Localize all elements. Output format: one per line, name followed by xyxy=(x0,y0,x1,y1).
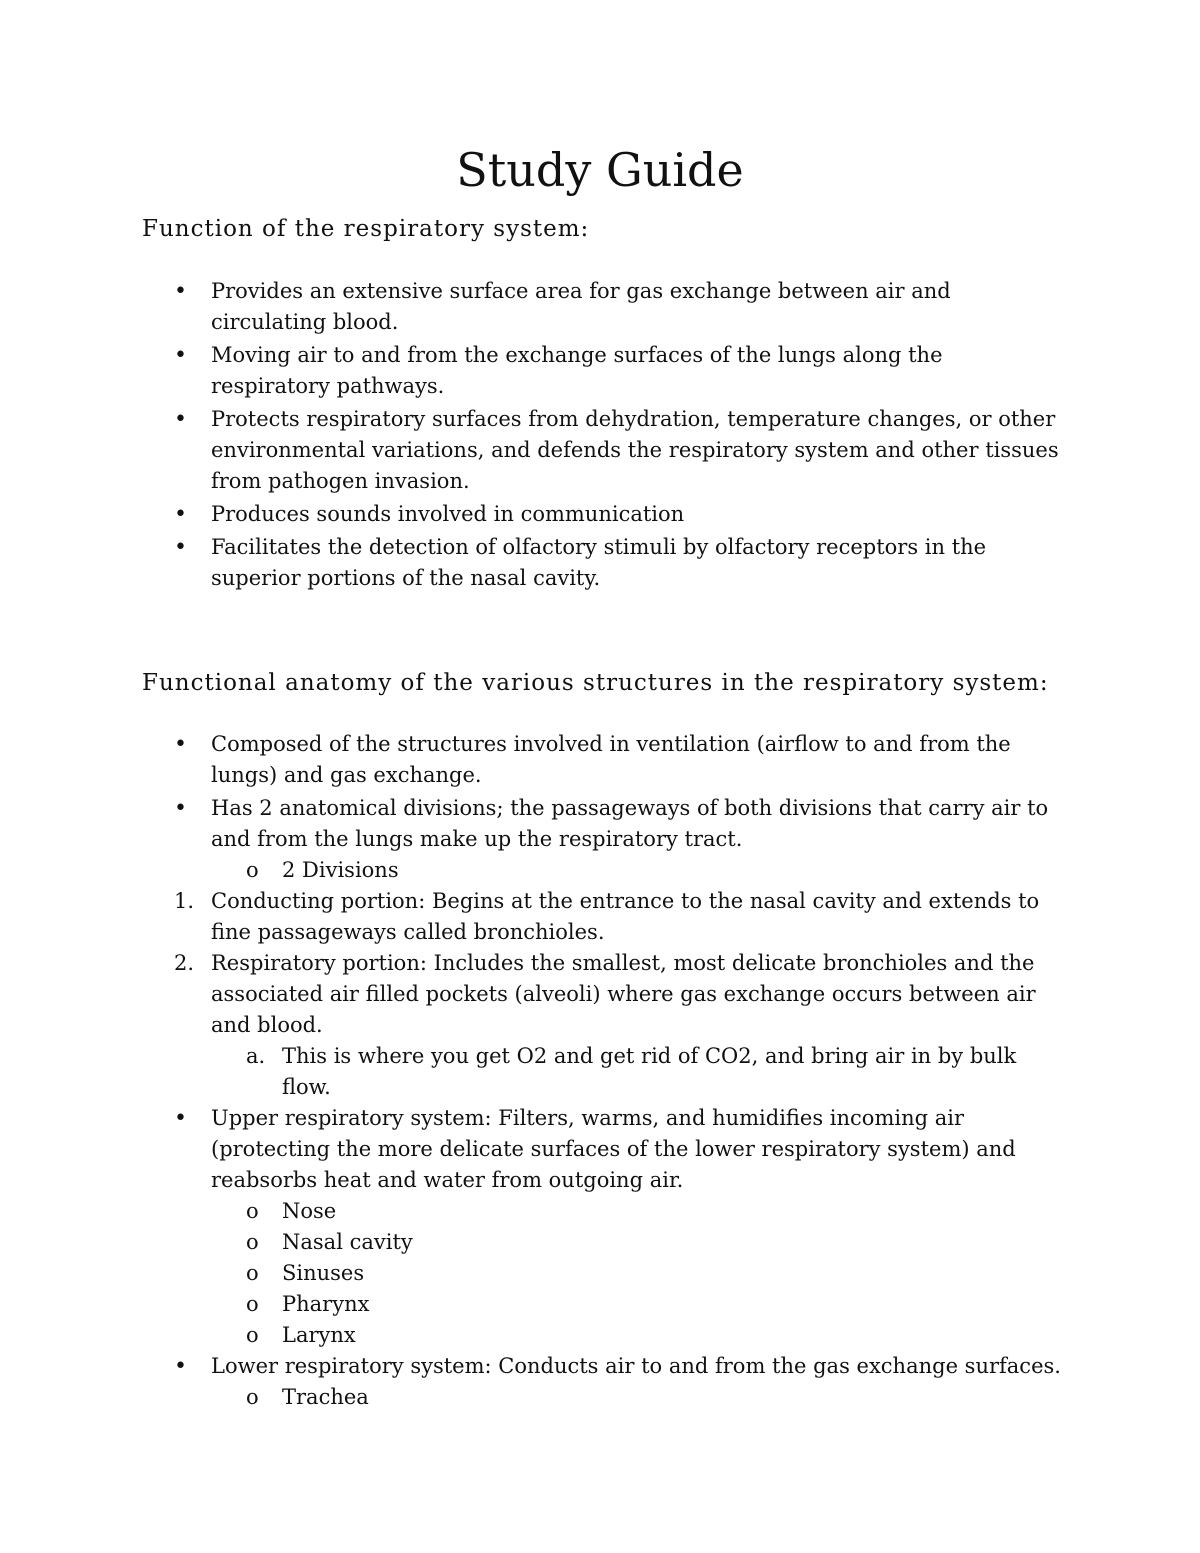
circle-bullet-icon: o xyxy=(246,1292,259,1316)
list-item-text: Respiratory portion: Includes the smallest, most delicate bronchioles and the associated air filled pockets (alveoli) where gas exchange occurs between air and blood. xyxy=(211,951,1036,1037)
list-letter: a. xyxy=(246,1044,266,1068)
list-item-text: Nasal cavity xyxy=(282,1230,413,1254)
list-item-text: Conducting portion: Begins at the entrance to the nasal cavity and extends to fine passageways called bronchioles. xyxy=(211,889,1040,944)
list-item xyxy=(0,404,1061,497)
list-item-text: Larynx xyxy=(282,1323,356,1347)
anatomy-list xyxy=(0,729,1200,1413)
section-heading-anatomy: Functional anatomy of the various structures in the respiratory system: xyxy=(142,670,1049,696)
section-heading-function: Function of the respiratory system: xyxy=(142,216,590,242)
bullet-icon: • xyxy=(174,279,187,304)
list-item-text: Moving air to and from the exchange surfaces of the lungs along the respiratory pathways. xyxy=(211,343,943,398)
sub-list-item xyxy=(0,1382,1062,1413)
bullet-icon: • xyxy=(174,407,187,432)
list-item-text: Lower respiratory system: Conducts air to and from the gas exchange surfaces. xyxy=(211,1354,1061,1378)
list-item-text: Composed of the structures involved in ventilation (airflow to and from the lungs) and gas exchange. xyxy=(211,732,1011,787)
list-item-text: Pharynx xyxy=(282,1292,370,1316)
bullet-icon: • xyxy=(174,343,187,368)
numbered-item xyxy=(0,886,1061,948)
bullet-icon: • xyxy=(174,796,187,821)
sub-list-item xyxy=(0,1289,1062,1320)
list-item-text: Upper respiratory system: Filters, warms, and humidifies incoming air (protecting the more delicate surfaces of the lower respiratory system) and reabsorbs heat and water from outgoing air. xyxy=(211,1106,1016,1192)
list-item-text: Has 2 anatomical divisions; the passageways of both divisions that carry air to and from the lungs make up the respiratory tract. xyxy=(211,796,1049,851)
bullet-icon: • xyxy=(174,1106,187,1131)
list-item-text: Sinuses xyxy=(282,1261,365,1285)
numbered-item xyxy=(0,948,1061,1041)
bullet-icon: • xyxy=(174,732,187,757)
list-item xyxy=(0,793,1061,855)
list-item xyxy=(0,276,1061,338)
circle-bullet-icon: o xyxy=(246,1261,259,1285)
lettered-item xyxy=(0,1041,1062,1103)
circle-bullet-icon: o xyxy=(246,1385,259,1409)
list-item-text: Protects respiratory surfaces from dehydration, temperature changes, or other environmental variations, and defends the respiratory system and other tissues from pathogen invasion. xyxy=(211,407,1059,493)
list-item-text: 2 Divisions xyxy=(282,858,399,882)
sub-list-item xyxy=(0,855,1062,886)
list-item xyxy=(0,1351,1061,1382)
sub-list-item xyxy=(0,1258,1062,1289)
sub-list-item xyxy=(0,1196,1062,1227)
list-item-text: Facilitates the detection of olfactory stimuli by olfactory receptors in the superior portions of the nasal cavity. xyxy=(211,535,987,590)
list-item-text: Provides an extensive surface area for gas exchange between air and circulating blood. xyxy=(211,279,951,334)
circle-bullet-icon: o xyxy=(246,1230,259,1254)
circle-bullet-icon: o xyxy=(246,1199,259,1223)
page-title: Study Guide xyxy=(456,143,744,197)
list-item xyxy=(0,532,1061,594)
bullet-icon: • xyxy=(174,535,187,560)
sub-list-item xyxy=(0,1227,1062,1258)
list-item xyxy=(0,1103,1061,1196)
list-item-text: Produces sounds involved in communication xyxy=(211,502,685,526)
list-number: 2. xyxy=(174,951,195,975)
list-item xyxy=(0,729,1061,791)
sub-list-item xyxy=(0,1320,1062,1351)
list-number: 1. xyxy=(174,889,195,913)
list-item-text: This is where you get O2 and get rid of CO2, and bring air in by bulk flow. xyxy=(282,1044,1017,1099)
bullet-icon: • xyxy=(174,1354,187,1379)
bullet-icon: • xyxy=(174,502,187,527)
list-item-text: Nose xyxy=(282,1199,337,1223)
list-item xyxy=(0,499,1061,530)
list-item xyxy=(0,340,1061,402)
list-item-text: Trachea xyxy=(282,1385,369,1409)
function-list xyxy=(0,276,1200,594)
circle-bullet-icon: o xyxy=(246,1323,259,1347)
circle-bullet-icon: o xyxy=(246,858,259,882)
